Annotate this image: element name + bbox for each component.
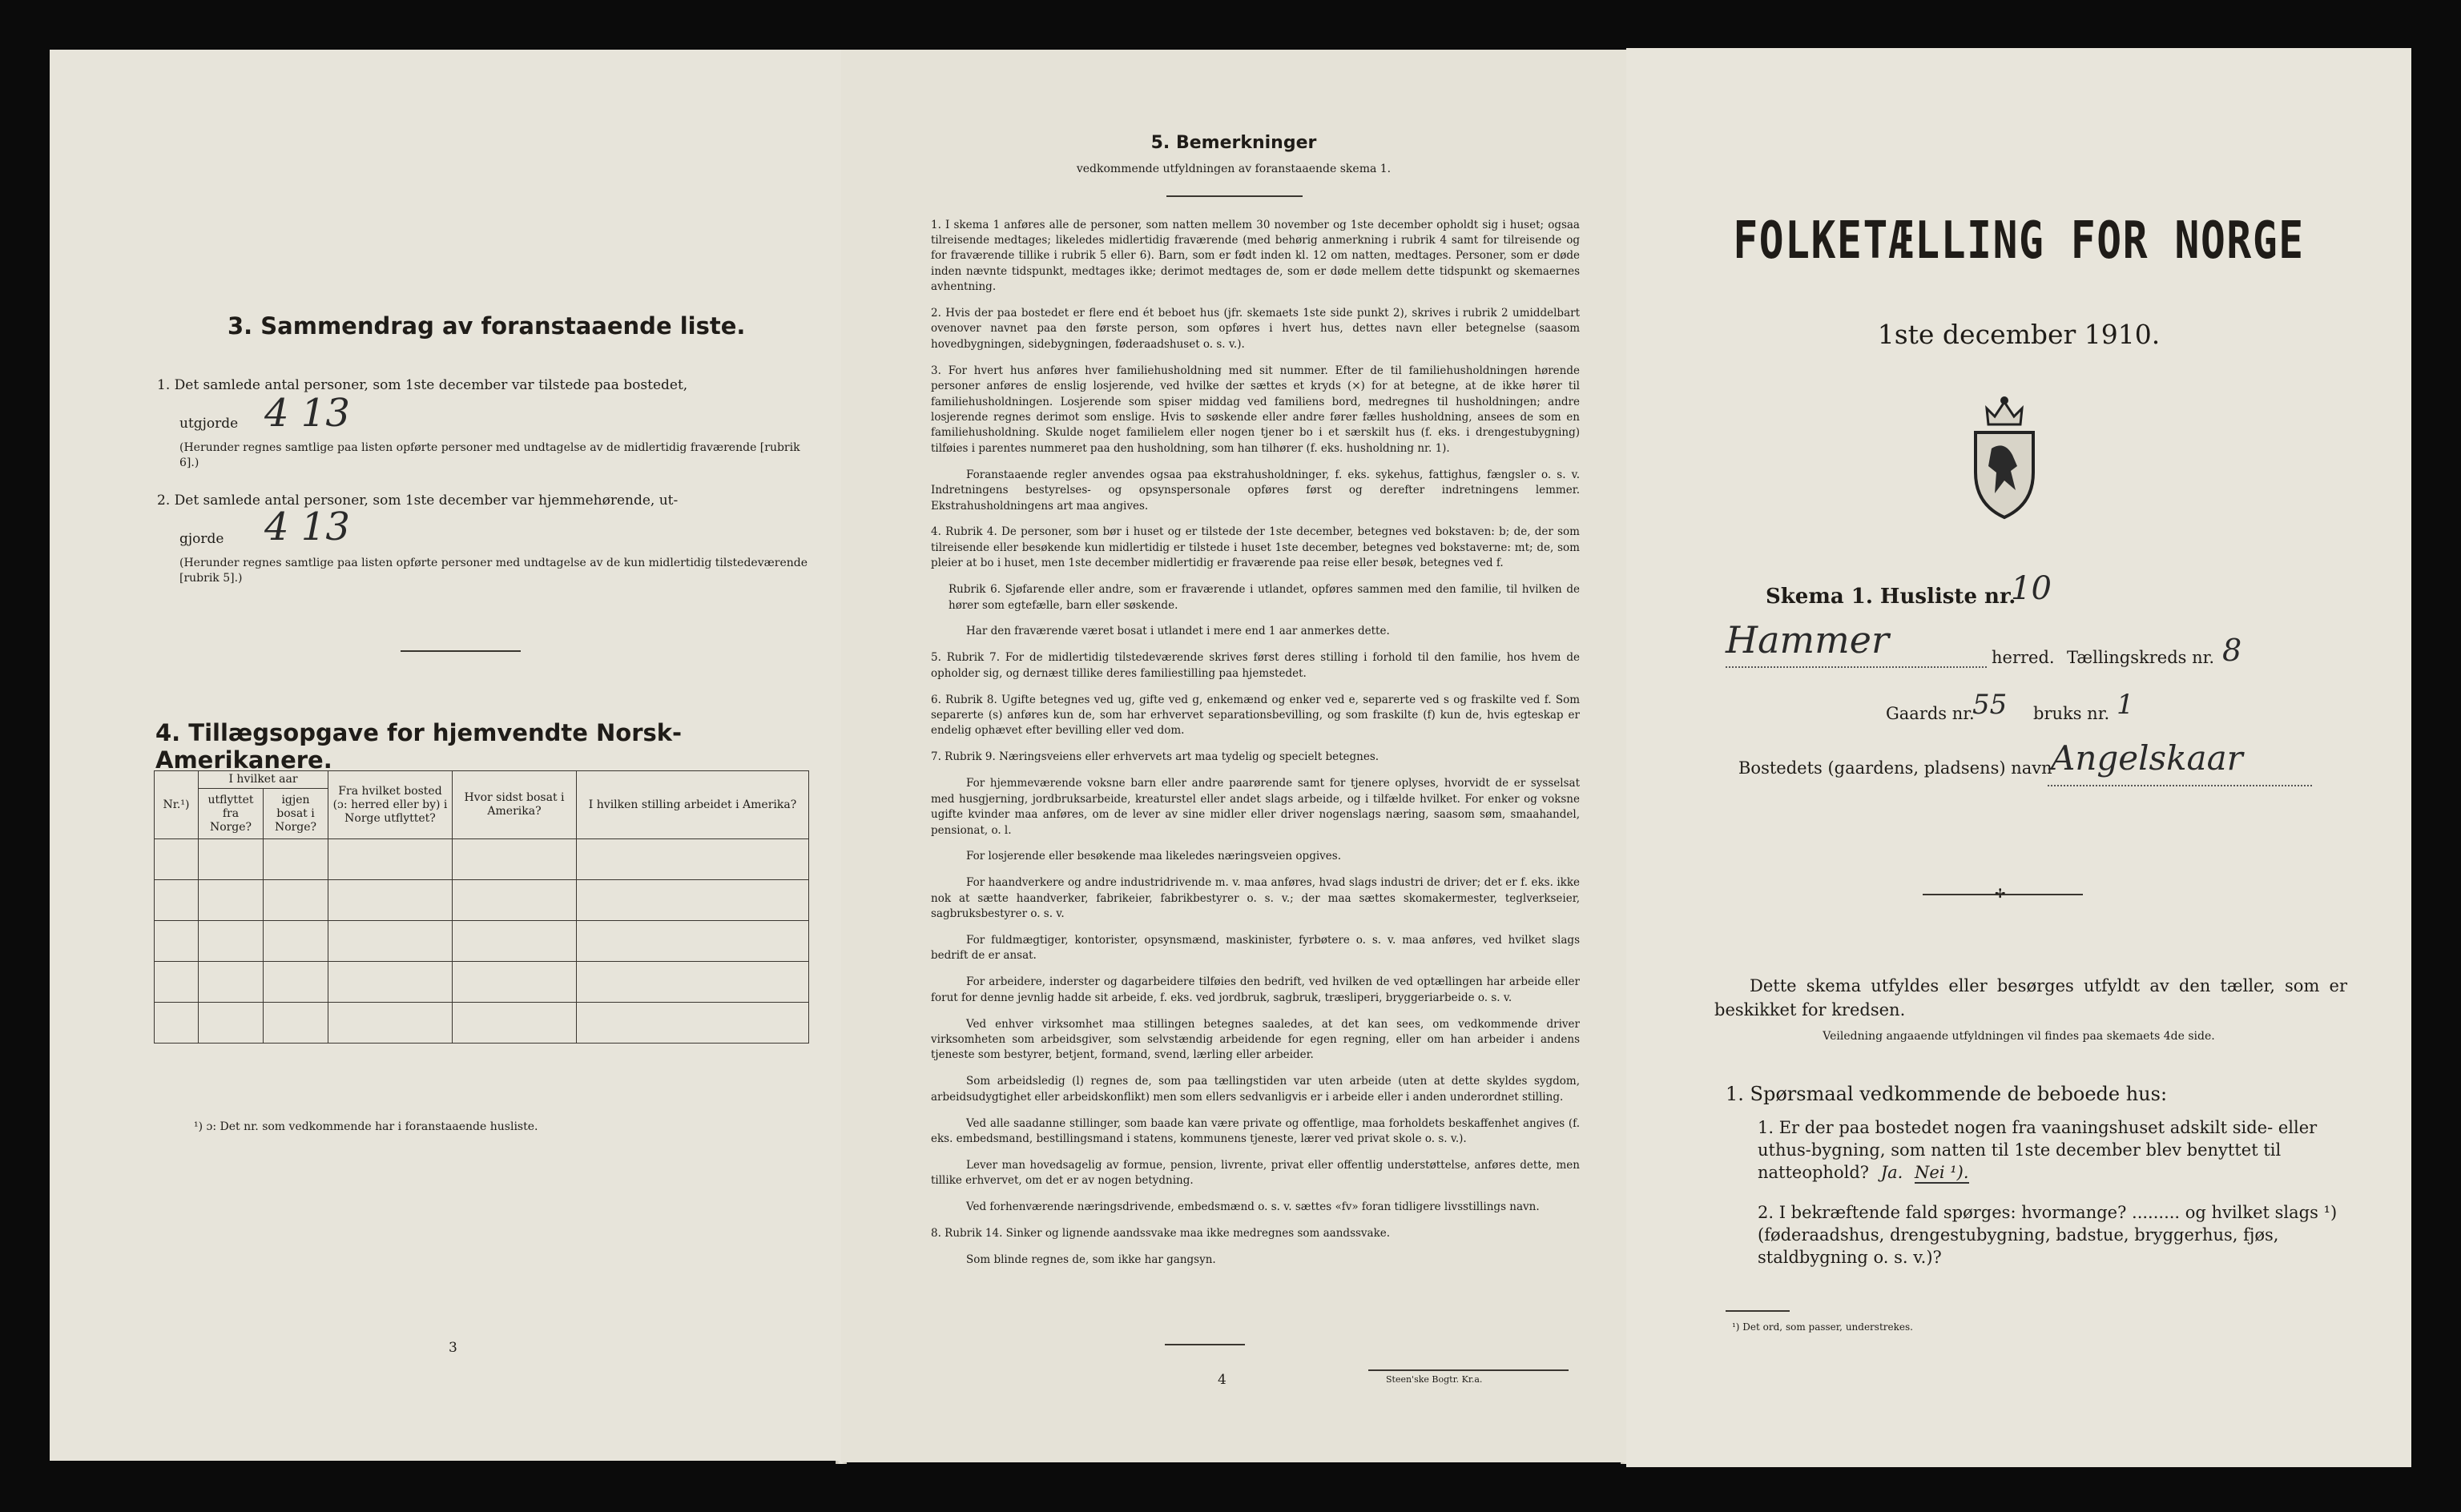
bem-para-7b: For hjemmeværende voksne barn eller andre paarørende samt for tjenere oplyses, hvorvidt de er sysselsat med husgjerning, jordbruksarbeide, kreaturstel eller andet slags arbeide, og i tilfælde hvilket. For enker og voksne ugifte kvinder maa anføres, om de lever av sine midler eller driver nogenslags næring, saasom søm, smaahandel, pensionat, o. l. xyxy=(931,777,1580,837)
section-4-title: 4. Tillægsopgave for hjemvendte Norsk-Amerikanere. xyxy=(155,719,683,774)
bem-para-4b: Rubrik 6. Sjøfarende eller andre, som er fraværende i utlandet, opføres sammen med den familie, til hvilken de hører som egtefælle, barn eller søskende. xyxy=(949,583,1580,612)
bosted-value: Angelskaar xyxy=(2051,738,2243,778)
s3-item1-handwritten: 4 13 xyxy=(264,391,350,436)
bem-para-7: 7. Rubrik 9. Næringsveiens eller erhvervets art maa tydelig og specielt betegnes. xyxy=(931,750,1380,764)
kreds-label: Tællingskreds nr. xyxy=(2067,648,2215,667)
bruks-value: 1 xyxy=(2117,689,2134,721)
question-1-text: 1. Er der paa bostedet nogen fra vaaningshuset adskilt side- eller uthus-bygning, som natten til 1ste december blev benyttet til natteophold? xyxy=(1758,1118,2318,1182)
bem-para-5: 5. Rubrik 7. For de midlertidig tilstedeværende skrives først deres stilling i forhold til den familie, hos hvem de opholder sig, og dernæst tillike deres familiestilling paa hjemstedet. xyxy=(931,651,1580,680)
bem-para-3b: Foranstaaende regler anvendes ogsaa paa ekstrahusholdninger, f. eks. sykehus, fattighus, fængsler o. s. v. Indretningens bestyrelses- og opsynspersonale opføres først og derefter indretningens lemmer. Ekstrahusholdningens art maa angives. xyxy=(931,468,1580,513)
herred-label: herred. xyxy=(1992,648,2055,667)
bem-para-7d: For haandverkere og andre industridrivende m. v. maa anføres, hvad slags industri de driver; det er f. eks. ikke nok at sætte haandverker, fabrikeier, fabrikbestyrer o. s. v.; der maa sættes skomakermester, teglverkseier, sagbruksbestyrer o. s. v. xyxy=(931,876,1580,921)
s3-item2-handwritten: 4 13 xyxy=(264,505,350,549)
table-row xyxy=(155,880,809,921)
gaards-value: 55 xyxy=(1972,689,2008,721)
s3-item1-prefix: utgjorde xyxy=(179,416,239,432)
bruks-label: bruks nr. xyxy=(2033,704,2110,723)
bemerkninger-subtitle: vedkommende utfyldningen av foranstaaende skema 1. xyxy=(1076,163,1392,175)
page-number: 3 xyxy=(449,1340,457,1356)
kreds-value: 8 xyxy=(2222,633,2242,668)
norsk-amerikanere-table xyxy=(154,770,809,1044)
bosted-label: Bostedets (gaardens, pladsens) navn xyxy=(1738,758,2052,778)
divider xyxy=(401,650,521,652)
answer-ja: Ja. xyxy=(1880,1163,1903,1182)
bemerkninger-title: 5. Bemerkninger xyxy=(1150,133,1317,153)
col-nr: Nr.¹) xyxy=(155,771,199,839)
table-row xyxy=(155,1003,809,1044)
table-footnote: ¹) ɔ: Det nr. som vedkommende har i foranstaaende husliste. xyxy=(194,1120,538,1133)
question-1 xyxy=(1758,1116,2341,1184)
bem-para-8: 8. Rubrik 14. Sinker og lignende aandssvake maa ikke medregnes som aandssvake. xyxy=(931,1227,1391,1241)
table-row xyxy=(155,921,809,962)
coat-of-arms-icon xyxy=(1964,392,2044,521)
s3-item2-note: (Herunder regnes samtlige paa listen opførte personer med undtagelse av de kun midlertidig tilstedeværende [rubrik 5].) xyxy=(179,557,808,585)
herred-line xyxy=(1726,666,1987,668)
gaards-label: Gaards nr. xyxy=(1886,704,1975,723)
bem-para-7f: For arbeidere, inderster og dagarbeidere tilføies den bedrift, ved hvilken de ved optællingen har arbeide eller forut for denne jevnlig hadde sit arbeide, f. eks. ved jordbruk, sagbruk, træsliperi, bryggeriarbeide o. s. v. xyxy=(931,975,1580,1004)
husliste-number: 10 xyxy=(2011,570,2052,607)
answer-nei: Nei ¹). xyxy=(1915,1163,1969,1182)
bem-para-8b: Som blinde regnes de, som ikke har gangsyn. xyxy=(966,1253,1216,1267)
col-stilling: I hvilken stilling arbeidet i Amerika? xyxy=(577,771,809,839)
bemerkninger-list xyxy=(931,207,1580,1279)
printer-mark: Steen'ske Bogtr. Kr.a. xyxy=(1386,1374,1483,1385)
col-group: I hvilket aar xyxy=(199,771,328,789)
col-fra: Fra hvilket bosted (ɔ: herred eller by) i Norge utflyttet? xyxy=(328,771,453,839)
questions-heading: 1. Spørsmaal vedkommende de beboede hus: xyxy=(1726,1083,2168,1105)
census-date: 1ste december 1910. xyxy=(1877,319,2161,350)
col-hvor: Hvor sidst bosat i Amerika? xyxy=(453,771,577,839)
intro-note: Veiledning angaaende utfyldningen vil findes paa skemaets 4de side. xyxy=(1823,1030,2215,1043)
left-page xyxy=(50,50,841,1461)
divider xyxy=(1165,1344,1245,1345)
bem-para-7c: For losjerende eller besøkende maa likeledes næringsveien opgives. xyxy=(966,850,1341,863)
bem-para-7e: For fuldmægtiger, kontorister, opsynsmænd, maskinister, fyrbøtere o. s. v. maa anføres, ved hvilket slags bedrift de er ansat. xyxy=(931,934,1580,963)
s3-item2-prefix: gjorde xyxy=(179,531,224,547)
s3-item1-note: (Herunder regnes samtlige paa listen opførte personer med undtagelse av de midlertidig fraværende [rubrik 6].) xyxy=(179,441,800,469)
intro-text: Dette skema utfyldes eller besørges utfyldt av den tæller, som er beskikket for kredsen. xyxy=(1714,976,2347,1019)
main-title: FOLKETÆLLING FOR NORGE xyxy=(1733,211,2305,271)
bem-para-7k: Ved forhenværende næringsdrivende, embedsmænd o. s. v. sættes «fv» foran tidligere livsstillings navn. xyxy=(966,1200,1540,1214)
table-row xyxy=(155,839,809,880)
bem-para-4: 4. Rubrik 4. De personer, som bør i huset og er tilstede der 1ste december, betegnes ved bokstaven: b; de, der som tilreisende eller besøkende kun midlertidig er tilstede i huset 1ste december, betegnes ved bokstaverne: mt; de, som pleier at bo i huset, men 1ste december midlertidig er fraværende paa reise eller besøk, betegnes ved f. xyxy=(931,525,1580,570)
divider xyxy=(1368,1369,1569,1371)
bem-para-4c: Har den fraværende været bosat i utlandet i mere end 1 aar anmerkes dette. xyxy=(966,625,1390,638)
herred-handwritten: Hammer xyxy=(1726,618,1889,662)
right-footnote: ¹) Det ord, som passer, understrekes. xyxy=(1732,1321,1913,1333)
bem-para-1: 1. I skema 1 anføres alle de personer, som natten mellem 30 november og 1ste december opholdt sig i huset; ogsaa tilreisende medtages; likeledes midlertidig fraværende (med behørig anmerkning i rubrik 4 samt for tilreisende og for fraværende tillike i rubrik 5 eller 6). Barn, som er født inden kl. 12 om natten, medtages. Personer, som er døde inden nævnte tidspunkt, medtages ikke; derimot medtages de, som er døde mellem dette tidspunkt og skemaernes avhentning. xyxy=(931,218,1580,294)
s3-item2-line: 2. Det samlede antal personer, som 1ste december var hjemmehørende, ut- xyxy=(157,493,679,509)
bem-para-7i: Ved alle saadanne stillinger, som baade kan være private og offentlige, maa forholdets beskaffenhet angives (f. eks. embedsmand, bestillingsmand i statens, kommunens tjeneste, lærer ved privat skole o. s. v.). xyxy=(931,1116,1580,1146)
question-2: 2. I bekræftende fald spørges: hvormange? ......... og hvilket slags ¹) (føderaadshus, drengestubygning, badstue, bryggerhus, fjøs, staldbygning o. s. v.)? xyxy=(1758,1203,2338,1267)
bosted-line xyxy=(2048,785,2312,786)
ornament-icon: ✢ xyxy=(1995,886,2006,901)
s3-item1-line: 1. Det samlede antal personer, som 1ste december var tilstede paa bostedet, xyxy=(157,377,688,393)
divider xyxy=(1166,195,1303,197)
table-row xyxy=(155,962,809,1003)
bem-para-7h: Som arbeidsledig (l) regnes de, som paa tællingstiden var uten arbeide (uten at dette skyldes sygdom, arbeidsudygtighet eller arbeidskonflikt) men som ellers sedvanligvis er i arbeide eller i anden underordnet stilling. xyxy=(931,1075,1580,1104)
page-number: 4 xyxy=(1218,1372,1226,1388)
section-3-title: 3. Sammendrag av foranstaaende liste. xyxy=(228,312,746,340)
bem-para-2: 2. Hvis der paa bostedet er flere end ét beboet hus (jfr. skemaets 1ste side punkt 2), skrives i rubrik 2 umiddelbart ovenover navnet paa den første person, som opføres i hvert hus, dettes navn eller betegnelse (saasom hovedbygningen, sidebygningen, føderaadshuset o. s. v.). xyxy=(931,307,1580,351)
col-igjen: igjen bosat i Norge? xyxy=(264,789,328,839)
middle-page xyxy=(841,50,1626,1462)
right-page xyxy=(1626,48,2411,1467)
bem-para-3: 3. For hvert hus anføres hver familiehusholdning med sit nummer. Efter de til familiehusholdningen hørende personer anføres de enslig losjerende, ved hvilke der sættes et kryds (×) for at betegne, at de ikke hører til familiehusholdningen. Losjerende som spiser middag ved familiens bord, medregnes til husholdningen; andre losjerende regnes derimot som enslige. Hvis to søskende eller andre fører fælles husholdning, ansees de som en familiehusholdning. Skulde noget familielem eller nogen tjener bo i et særskilt hus (f. eks. i drengestubygning) tilføies i parentes nummeret paa den husholdning, som han tilhører (f. eks. husholdning nr. 1). xyxy=(931,364,1580,455)
bem-para-7g: Ved enhver virksomhet maa stillingen betegnes saaledes, at det kan sees, om vedkommende driver virksomheten som arbeidsgiver, som selvstændig arbeidende for egen regning, eller om han arbeider i andens tjeneste som bestyrer, betjent, formand, svend, lærling eller arbeider. xyxy=(931,1017,1580,1062)
divider xyxy=(1726,1310,1790,1312)
bem-para-6: 6. Rubrik 8. Ugifte betegnes ved ug, gifte ved g, enkemænd og enker ved e, separerte ved s og fraskilte ved f. Som separerte (s) anføres kun de, som har erhvervet separationsbevilling, og som fraskilte (f) kun de, hvis egteskap er endelig ophævet efter bevilling eller ved dom. xyxy=(931,693,1580,738)
schema-label: Skema 1. Husliste nr. xyxy=(1766,585,2016,609)
col-utflyttet: utflyttet fra Norge? xyxy=(199,789,264,839)
bem-para-7j: Lever man hovedsagelig av formue, pension, livrente, privat eller offentlig understøttelse, anføres dette, men tillike erhvervet, om det er av nogen betydning. xyxy=(931,1159,1580,1188)
